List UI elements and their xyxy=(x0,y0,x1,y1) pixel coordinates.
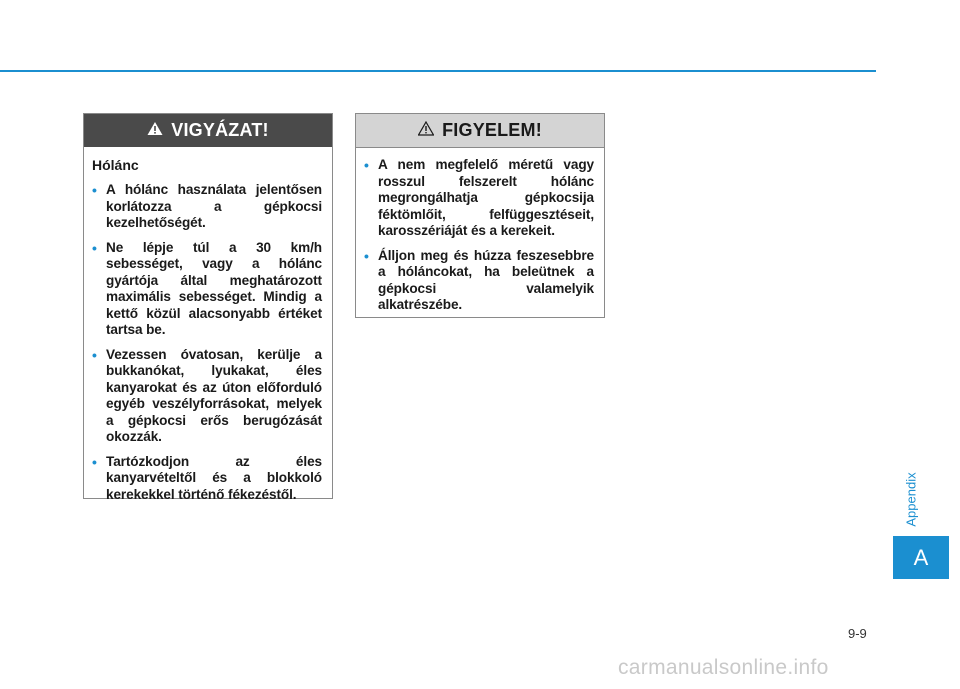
list-item: • Álljon meg és húzza feszesebbre a hóláncokat, ha beleütnek a gépkocsi valamelyik alkatrészébe. xyxy=(364,247,594,312)
watermark: carmanualsonline.info xyxy=(618,656,829,679)
warning-triangle-icon xyxy=(147,120,163,141)
caution-header xyxy=(356,114,604,148)
list-item: • A hólánc használata jelentősen korlátozza a gépkocsi kezelhetőségét. xyxy=(92,182,322,230)
list-item: • Tartózkodjon az éles kanyarvételtől és a blokkoló kerekekkel történő fékezéstől. xyxy=(92,453,322,502)
section-tab[interactable]: A xyxy=(893,536,949,579)
list-item: • Ne lépje túl a 30 km/h sebességet, vagy a hólánc gyártója által meghatározott maximális sebességet. Mindig a kettő közül alacsonyabb értéket tartsa be. xyxy=(92,239,322,337)
warning-header xyxy=(84,114,332,147)
caution-triangle-icon xyxy=(418,120,434,141)
top-rule xyxy=(0,70,876,72)
list-item: • Vezessen óvatosan, kerülje a bukkanókat, lyukakat, éles kanyarokat és az úton előforduló egyéb veszélyforrásokat, melyek a gépkocsi erős berugózását okozzák. xyxy=(92,346,322,444)
caution-list xyxy=(364,157,594,314)
warning-header-label: VIGYÁZAT! xyxy=(171,120,269,140)
warning-box xyxy=(83,113,333,502)
list-item: • A nem megfelelő méretű vagy rosszul felszerelt hólánc megrongálhatja gépkocsija féktömlőit, felfüggesztéseit, karosszériáját és a kerekeit. xyxy=(364,157,594,238)
section-label: Appendix xyxy=(903,471,919,527)
caution-box xyxy=(355,113,605,318)
warning-subtitle: Hólánc xyxy=(92,157,139,173)
warning-list xyxy=(92,182,322,503)
page-number: 9-9 xyxy=(848,626,867,641)
caution-header-label: FIGYELEM! xyxy=(442,120,542,140)
